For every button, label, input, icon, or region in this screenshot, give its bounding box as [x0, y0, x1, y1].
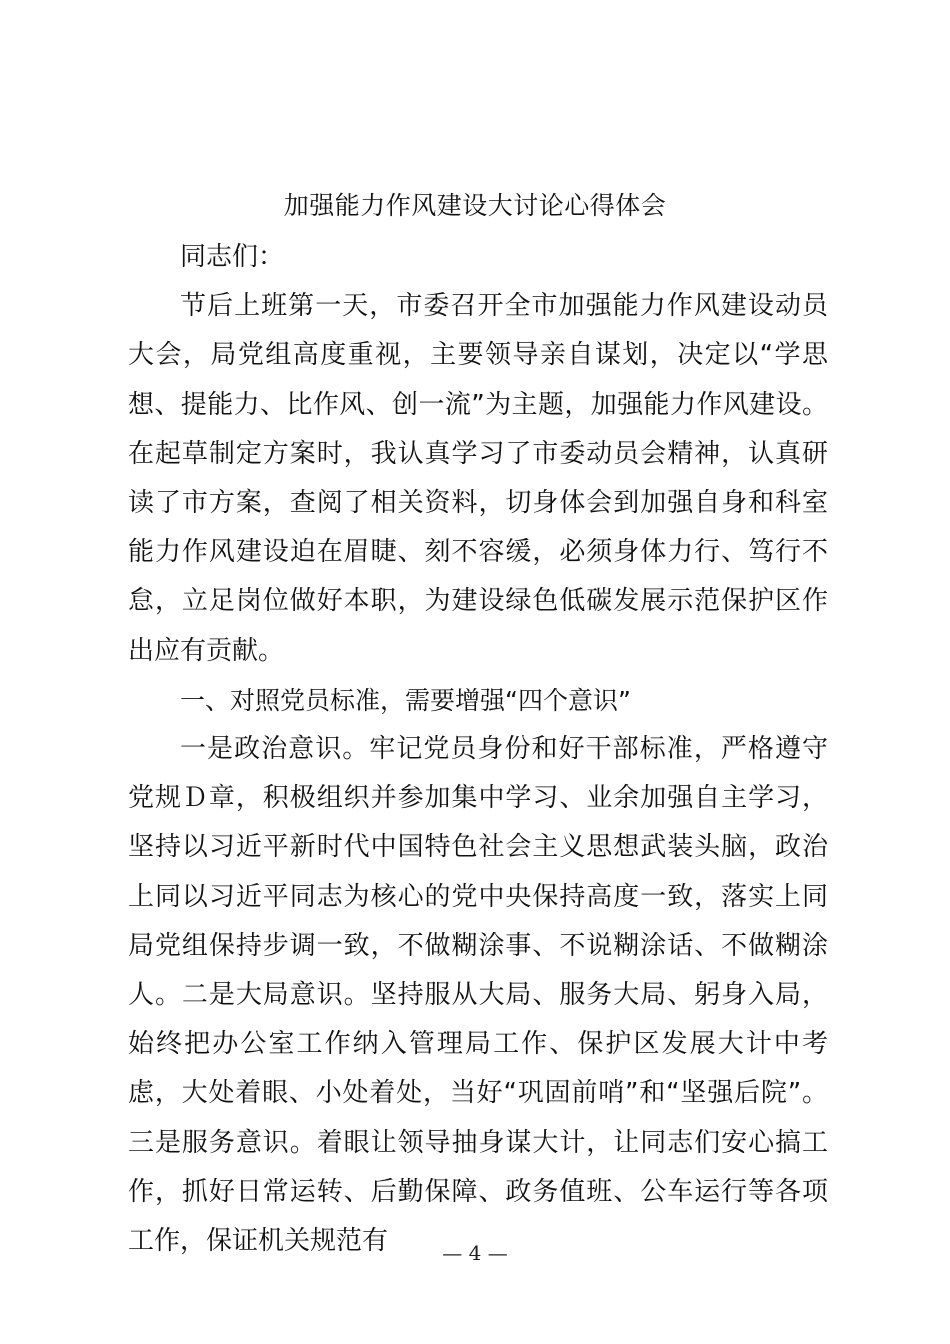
document-title: 加强能力作风建设大讨论心得体会	[283, 191, 667, 220]
section-body-paragraph: 一是政治意识。牢记党员身份和好干部标准，严格遵守党规Ｄ章，积极组织并参加集中学习、业余加强自主学习，坚持以习近平新时代中国特色社会主义思想武装头脑，政治上同以习近平同志为核心的党中央保持高度一致，落实上同局党组保持步调一致，不做糊涂事、不说糊涂话、不做糊涂人。二是大局意识。坚持服从大局、服务大局、躬身入局，始终把办公室工作纳入管理局工作、保护区发展大计中考虑，大处着眼、小处着处，当好“巩固前哨”和“坚强后院”。三是服务意识。着眼让领导抽身谋大计，让同志们安心搞工作，抓好日常运转、后勤保障、政务值班、公车运行等各项工作，保证机关规范有	[128, 734, 828, 1257]
intro-paragraph: 节后上班第一天，市委召开全市加强能力作风建设动员大会，局党组高度重视，主要领导亲自谋划，决定以“学思想、提能力、比作风、创一流”为主题，加强能力作风建设。在起草制定方案时，我认真学习了市委动员会精神，认真研读了市方案，查阅了相关资料，切身体会到加强自身和科室能力作风建设迫在眉睫、刻不容缓，必须身体力行、笃行不怠，立足岗位做好本职，为建设绿色低碳发展示范保护区作出应有贡献。	[128, 291, 828, 666]
section-heading: 一、对照党员标准，需要增强“四个意识”	[180, 685, 631, 715]
page-number: — 4 —	[442, 1241, 508, 1265]
document-body	[128, 233, 828, 1266]
salutation-paragraph: 同志们：	[180, 242, 285, 272]
